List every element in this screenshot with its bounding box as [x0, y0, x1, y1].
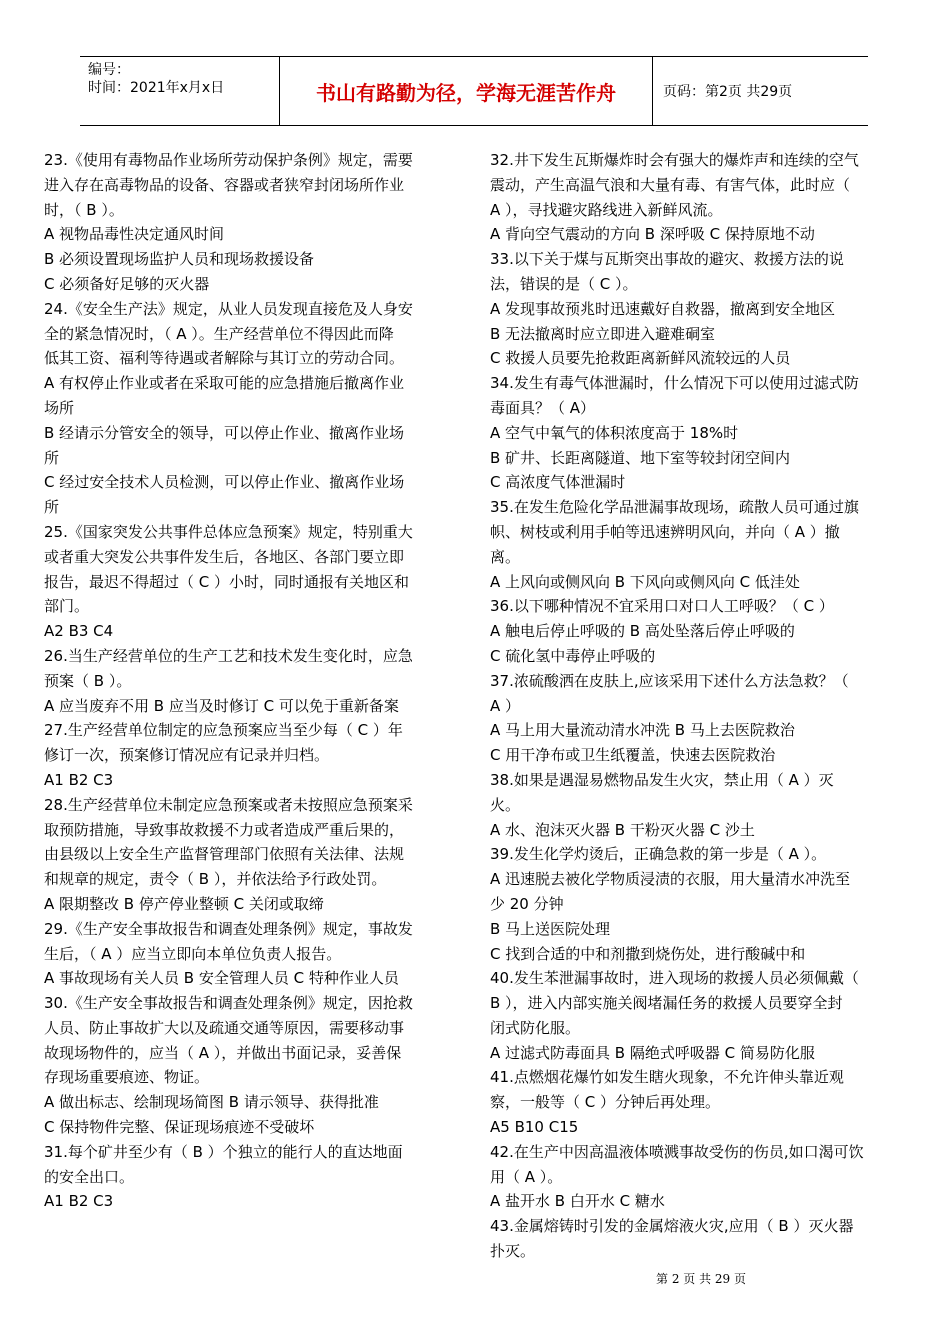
header-page-number: 页码：第2页 共29页	[663, 84, 793, 100]
text-line: 离。	[490, 547, 521, 566]
text-line: A 盐开水 B 白开水 C 糖水	[490, 1192, 665, 1211]
document-number-label: 编号：	[88, 62, 130, 78]
text-line: 24.《安全生产法》规定，从业人员发现直接危及人身安	[44, 299, 413, 318]
right-column	[490, 148, 908, 1264]
text-line: A 迅速脱去被化学物质浸渍的衣服，用大量清水冲洗至	[490, 870, 851, 889]
text-line: 42.在生产中因高温液体喷溅事故受伤的伤员,如口渴可饮	[490, 1142, 864, 1161]
text-line: 人员、防止事故扩大以及疏通交通等原因，需要移动事	[44, 1018, 405, 1037]
text-line: B 必须设置现场监护人员和现场救援设备	[44, 250, 315, 269]
text-line: A 事故现场有关人员 B 安全管理人员 C 特种作业人员	[44, 969, 399, 988]
text-line: 进入存在高毒物品的设备、容器或者狭窄封闭场所作业	[44, 175, 405, 194]
text-line: C 高浓度气体泄漏时	[490, 473, 626, 492]
text-line: B 矿井、长距离隧道、地下室等较封闭空间内	[490, 448, 791, 467]
text-line: 36.以下哪种情况不宜采用口对口人工呼吸？（ C ）	[490, 597, 834, 616]
text-line: A 马上用大量流动清水冲洗 B 马上去医院救治	[490, 721, 795, 740]
text-line: A 有权停止作业或者在采取可能的应急措施后撤离作业	[44, 374, 405, 393]
text-line: 时，（ B ）。	[44, 200, 124, 219]
text-line: 38.如果是遇湿易燃物品发生火灾，禁止用（ A ）灭	[490, 770, 834, 789]
text-line: 33.以下关于煤与瓦斯突出事故的避灾、救援方法的说	[490, 250, 844, 269]
text-line: 32.井下发生瓦斯爆炸时会有强大的爆炸声和连续的空气	[490, 151, 859, 169]
text-line: 生后，（ A ）应当立即向本单位负责人报告。	[44, 944, 342, 963]
text-line: 存现场重要痕迹、物证。	[44, 1068, 210, 1087]
text-line: A2 B3 C4	[44, 622, 114, 641]
text-line: 修订一次，预案修订情况应有记录并归档。	[44, 746, 330, 765]
text-line: B 经请示分管安全的领导，可以停止作业、撤离作业场	[44, 423, 405, 442]
text-line: A 背向空气震动的方向 B 深呼吸 C 保持原地不动	[490, 225, 815, 244]
text-line: 法，错误的是（ C ）。	[490, 274, 638, 293]
text-line: 或者重大突发公共事件发生后，各地区、各部门要立即	[44, 547, 405, 566]
text-line: A5 B10 C15	[490, 1118, 579, 1137]
text-line: 取预防措施，导致事故救援不力或者造成严重后果的，	[44, 820, 405, 839]
text-line: 31.每个矿井至少有（ B ）个独立的能行人的直达地面	[44, 1142, 403, 1161]
text-line: 低其工资、福利等待遇或者解除与其订立的劳动合同。	[44, 349, 405, 368]
text-line: A 做出标志、绘制现场简图 B 请示领导、获得批准	[44, 1093, 379, 1112]
text-line: 用（ A ）。	[490, 1167, 563, 1186]
text-line: 全的紧急情况时，（ A ）。生产经营单位不得因此而降	[44, 324, 394, 343]
text-line: A1 B2 C3	[44, 770, 114, 789]
text-line: C 找到合适的中和剂撒到烧伤处，进行酸碱中和	[490, 944, 806, 963]
text-line: 火。	[490, 795, 521, 814]
text-line: 26.当生产经营单位的生产工艺和技术发生变化时，应急	[44, 646, 413, 665]
text-line: A 触电后停止呼吸的 B 高处坠落后停止呼吸的	[490, 622, 795, 641]
text-line: 41.点燃烟花爆竹如发生瞎火现象，不允许伸头靠近观	[490, 1068, 844, 1087]
text-line: 闭式防化服。	[490, 1018, 581, 1037]
text-line: 30.《生产安全事故报告和调查处理条例》规定，因抢救	[44, 994, 413, 1013]
text-line: 25.《国家突发公共事件总体应急预案》规定，特别重大	[44, 522, 413, 541]
text-line: A 过滤式防毒面具 B 隔绝式呼吸器 C 简易防化服	[490, 1043, 815, 1062]
text-line: 帜、树枝或利用手帕等迅速辨明风向，并向（ A ）撤	[490, 522, 840, 541]
text-line: 37.浓硫酸洒在皮肤上,应该采用下述什么方法急救？（	[490, 671, 849, 690]
text-line: 察，一般等（ C ）分钟后再处理。	[490, 1093, 721, 1112]
text-line: C 救援人员要先抢救距离新鲜风流较远的人员	[490, 349, 791, 368]
text-line: B 马上送医院处理	[490, 919, 611, 938]
text-line: A 限期整改 B 停产停业整顿 C 关闭或取缔	[44, 894, 324, 913]
text-line: C 必须备好足够的灭火器	[44, 274, 210, 293]
text-line: 28.生产经营单位未制定应急预案或者未按照应急预案采	[44, 795, 413, 814]
text-line: 预案（ B ）。	[44, 671, 132, 690]
text-line: 所	[44, 498, 60, 517]
header-motto: 书山有路勤为径，学海无涯苦作舟	[280, 57, 653, 125]
text-line: A ），寻找避灾路线进入新鲜风流。	[490, 200, 723, 219]
text-line: 43.金属熔铸时引发的金属熔液火灾,应用（ B ）灭火器	[490, 1217, 854, 1236]
text-line: C 硫化氢中毒停止呼吸的	[490, 646, 656, 665]
text-line: A 上风向或侧风向 B 下风向或侧风向 C 低洼处	[490, 572, 800, 591]
text-line: B 无法撤离时应立即进入避难硐室	[490, 324, 716, 343]
text-line: 毒面具？（ A）	[490, 398, 596, 417]
text-line: 场所	[44, 398, 75, 417]
text-line: 39.发生化学灼烫后，正确急救的第一步是（ A ）。	[490, 845, 827, 864]
text-line: C 用干净布或卫生纸覆盖，快速去医院救治	[490, 746, 776, 765]
page-footer: 第 2 页 共 29 页	[656, 1272, 746, 1286]
text-line: 29.《生产安全事故报告和调查处理条例》规定，事故发	[44, 919, 413, 938]
text-line: 的安全出口。	[44, 1167, 135, 1186]
text-line: 报告，最迟不得超过（ C ）小时，同时通报有关地区和	[44, 572, 410, 591]
text-line: 所	[44, 448, 60, 467]
text-line: 由县级以上安全生产监督管理部门依照有关法律、法规	[44, 845, 405, 864]
text-line: C 经过安全技术人员检测，可以停止作业、撤离作业场	[44, 473, 405, 492]
text-line: 34.发生有毒气体泄漏时，什么情况下可以使用过滤式防	[490, 374, 859, 393]
text-line: A 视物品毒性决定通风时间	[44, 225, 225, 244]
document-time-label: 时间：2021年x月x日	[88, 80, 225, 96]
left-column	[44, 148, 464, 1214]
text-line: 23.《使用有毒物品作业场所劳动保护条例》规定，需要	[44, 151, 413, 169]
text-line: A 水、泡沫灭火器 B 干粉灭火器 C 沙土	[490, 820, 755, 839]
text-line: 35.在发生危险化学品泄漏事故现场，疏散人员可通过旗	[490, 498, 859, 517]
text-line: A1 B2 C3	[44, 1192, 114, 1211]
header-meta	[80, 57, 280, 125]
text-line: C 保持物件完整、保证现场痕迹不受破坏	[44, 1118, 315, 1137]
text-line: A 发现事故预兆时迅速戴好自救器，撤离到安全地区	[490, 299, 836, 318]
page-header	[80, 56, 868, 126]
text-line: 少 20 分钟	[490, 894, 564, 913]
text-line: A 空气中氧气的体积浓度高于 18%时	[490, 423, 739, 442]
text-line: A ）	[490, 696, 521, 715]
text-line: B ），进入内部实施关阀堵漏任务的救援人员要穿全封	[490, 994, 843, 1013]
text-line: 扑灭。	[490, 1242, 536, 1261]
text-line: 和规章的规定，责令（ B ），并依法给予行政处罚。	[44, 870, 387, 889]
text-line: 震动，产生高温气浪和大量有毒、有害气体，此时应（	[490, 175, 851, 194]
text-line: 40.发生苯泄漏事故时，进入现场的救援人员必须佩戴（	[490, 969, 859, 988]
text-line: A 应当废弃不用 B 应当及时修订 C 可以免于重新备案	[44, 696, 399, 715]
text-line: 部门。	[44, 597, 90, 616]
text-line: 27.生产经营单位制定的应急预案应当至少每（ C ）年	[44, 721, 403, 740]
text-line: 故现场物件的，应当（ A ），并做出书面记录，妥善保	[44, 1043, 402, 1062]
